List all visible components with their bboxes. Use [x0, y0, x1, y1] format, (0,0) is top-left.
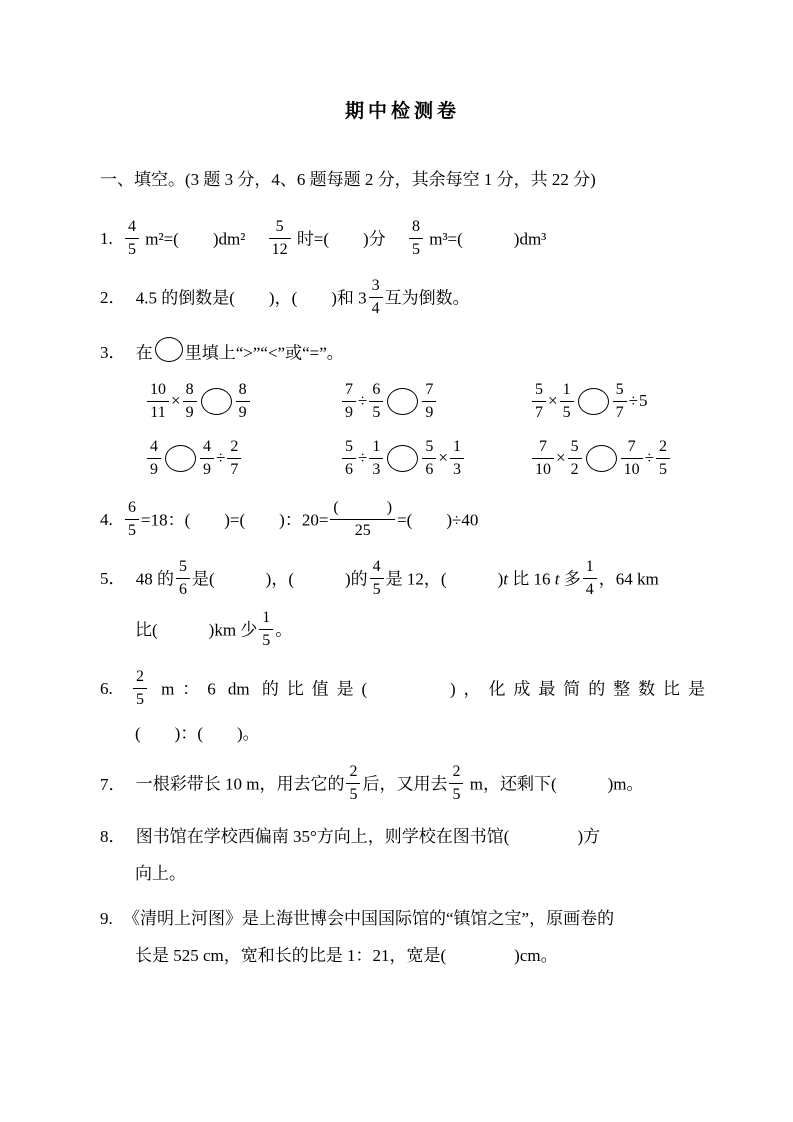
question-8-line-1: [100, 823, 705, 852]
question-text: 向上。: [135, 864, 186, 884]
fraction: [532, 439, 554, 478]
fraction: [560, 382, 574, 421]
numerator: 6: [372, 380, 381, 398]
denominator: 5: [259, 629, 273, 649]
denominator: 9: [236, 401, 250, 421]
comparison-row-1: [100, 382, 705, 425]
question-9-line-1: [100, 905, 705, 934]
denominator: 4: [583, 578, 597, 598]
numerator: 2: [658, 437, 667, 455]
denominator: 7: [532, 401, 546, 421]
question-text: 互为倒数。: [384, 287, 470, 307]
fraction: [346, 764, 360, 803]
question-text: m：6 dm 的比值是( )，化成最简的整数比是: [148, 678, 705, 698]
question-text: 4.5 的倒数是( )，( )和 3: [135, 287, 367, 307]
question-6-line-2: [100, 720, 705, 749]
numerator: 4: [203, 437, 211, 455]
fraction: [621, 439, 643, 478]
denominator: 9: [342, 401, 356, 421]
comparison-item: [340, 382, 530, 425]
numerator: 5: [425, 437, 434, 455]
fraction: [342, 439, 356, 478]
question-text: 。: [275, 619, 293, 639]
question-2: [100, 278, 705, 321]
denominator: 10: [532, 458, 554, 478]
denominator: 5: [346, 783, 360, 803]
question-text: 《清明上河图》是上海世博会中国国际馆的“镇馆之宝”，原画卷的: [123, 909, 615, 929]
denominator: 5: [449, 783, 463, 803]
numerator: 2: [349, 763, 358, 781]
question-1: [100, 219, 705, 262]
numerator: 7: [539, 437, 547, 455]
fraction: [125, 500, 139, 539]
question-6: [100, 669, 705, 749]
question-text: 图书馆在学校西偏南 35°方向上，则学校在图书馆( )方: [135, 827, 601, 847]
numerator: ( ): [333, 498, 393, 516]
denominator: 6: [342, 458, 356, 478]
operator: ÷: [216, 448, 226, 467]
operator: ×: [171, 391, 181, 410]
question-text: ，64 km: [598, 568, 659, 588]
denominator: 5: [125, 519, 139, 539]
numerator: 5: [345, 437, 353, 455]
question-9-line-2: [100, 942, 705, 971]
question-text: 比( )km 少: [135, 619, 258, 639]
question-6-line-1: [100, 669, 705, 712]
question-6-number: 6.: [100, 678, 113, 698]
denominator: 9: [422, 401, 436, 421]
numerator: 1: [562, 380, 571, 398]
question-text: 48 的: [135, 568, 174, 588]
denominator: 9: [183, 401, 197, 421]
numerator: 7: [627, 437, 636, 455]
fraction: [370, 559, 384, 598]
denominator: 10: [621, 458, 643, 478]
numerator: 10: [150, 380, 166, 398]
comparison-circle: [387, 445, 418, 472]
fraction: [200, 439, 214, 478]
question-5-number: 5．: [100, 568, 126, 588]
numerator: 5: [615, 380, 624, 398]
question-text: 多: [559, 568, 581, 588]
question-text: 时=( )分: [296, 228, 403, 248]
comparison-item: [340, 439, 530, 482]
question-5-line-1: [100, 559, 705, 602]
numerator: 8: [185, 380, 194, 398]
numerator: 2: [230, 437, 239, 455]
numerator: 7: [345, 380, 353, 398]
question-text: 后，又用去: [362, 774, 448, 794]
numerator: 2: [452, 763, 461, 781]
fraction: [450, 439, 464, 478]
denominator: 5: [370, 578, 384, 598]
question-text: 是( )，( )的: [192, 568, 368, 588]
variable-t: t: [503, 568, 508, 588]
question-text: 在: [135, 342, 153, 362]
fraction: [269, 219, 291, 258]
fraction: [409, 219, 423, 258]
denominator: 5: [133, 688, 147, 708]
denominator: 12: [269, 238, 291, 258]
denominator: 3: [369, 458, 383, 478]
question-text: 里填上“>”“<”或“=”。: [184, 342, 344, 362]
comparison-circle: [586, 445, 617, 472]
denominator: 5: [369, 401, 383, 421]
numerator: 1: [452, 437, 461, 455]
comparison-item: [145, 439, 340, 482]
operator: ÷: [358, 448, 368, 467]
fraction: [133, 669, 147, 708]
question-8: [100, 823, 705, 889]
denominator: 9: [200, 458, 214, 478]
comparison-circle: [201, 388, 232, 415]
numerator: 5: [535, 380, 543, 398]
operator: ÷: [644, 448, 654, 467]
fraction: [183, 382, 197, 421]
question-8-number: 8．: [100, 827, 126, 847]
numerator: 5: [275, 217, 284, 235]
question-5: [100, 559, 705, 653]
question-2-number: 2．: [100, 287, 126, 307]
fraction: [125, 219, 139, 258]
operator: ÷: [628, 391, 638, 410]
question-9-number: 9.: [100, 909, 113, 929]
fraction: [656, 439, 670, 478]
question-1-number: 1.: [100, 228, 113, 248]
question-3: [100, 337, 705, 372]
numerator: 1: [585, 557, 594, 575]
section-heading: 一、填空。(3 题 3 分，4、6 题每题 2 分，其余每空 1 分，共 22 分): [100, 170, 596, 189]
question-text: 一根彩带长 10 m，用去它的: [135, 774, 345, 794]
fraction: [422, 382, 436, 421]
denominator: 5: [409, 238, 423, 258]
question-text: m，还剩下( )m。: [465, 774, 644, 794]
denominator: 3: [450, 458, 464, 478]
denominator: 6: [422, 458, 436, 478]
variable-t: t: [554, 568, 560, 588]
fraction: [227, 439, 241, 478]
denominator: 9: [147, 458, 161, 478]
denominator: 2: [568, 458, 582, 478]
question-text: 比 16: [507, 568, 555, 588]
fraction: [369, 278, 383, 317]
numerator: 1: [262, 608, 271, 626]
numerator: 8: [238, 380, 247, 398]
comparison-row-2: [100, 439, 705, 482]
question-7: [100, 764, 705, 807]
fraction: [369, 439, 383, 478]
operand: 5: [638, 391, 648, 410]
fraction: [583, 559, 597, 598]
comparison-item: [145, 382, 340, 425]
comparison-circle: [578, 388, 609, 415]
denominator: 25: [330, 519, 395, 539]
question-text: 是 12，( ): [385, 568, 504, 588]
numerator: 4: [128, 217, 136, 235]
question-text: m²=( )dm²: [145, 228, 263, 248]
page-title: 期中检测卷: [344, 101, 460, 122]
denominator: 5: [656, 458, 670, 478]
fraction-blank-over-25: [330, 500, 395, 539]
numerator: 8: [411, 217, 420, 235]
numerator: 2: [135, 667, 144, 685]
comparison-item: [530, 382, 647, 425]
question-7-number: 7．: [100, 774, 126, 794]
denominator: 11: [147, 401, 169, 421]
fraction: [259, 610, 273, 649]
denominator: 7: [227, 458, 241, 478]
numerator: 3: [371, 276, 380, 294]
numerator: 4: [150, 437, 158, 455]
numerator: 5: [179, 557, 187, 575]
question-4: [100, 500, 705, 543]
denominator: 5: [560, 401, 574, 421]
fraction: [613, 382, 627, 421]
fraction: [176, 559, 190, 598]
denominator: 6: [176, 578, 190, 598]
numerator: 5: [570, 437, 579, 455]
numerator: 4: [372, 557, 381, 575]
fraction: [568, 439, 582, 478]
denominator: 4: [369, 297, 383, 317]
fraction: [342, 382, 356, 421]
denominator: 7: [613, 401, 627, 421]
operator: ×: [438, 448, 448, 467]
numerator: 7: [425, 380, 434, 398]
question-text: m³=( )dm³: [429, 228, 547, 248]
fraction: [147, 382, 169, 421]
question-3-number: 3．: [100, 342, 126, 362]
comparison-circle: [165, 445, 196, 472]
comparison-circle: [387, 388, 418, 415]
comparison-item: [530, 439, 672, 482]
question-4-number: 4.: [100, 509, 113, 529]
numerator: 1: [372, 437, 381, 455]
fraction: [532, 382, 546, 421]
fraction: [236, 382, 250, 421]
operator: ÷: [358, 391, 368, 410]
comparison-circle: [155, 337, 183, 362]
operator: ×: [556, 448, 566, 467]
question-9: [100, 905, 705, 971]
numerator: 6: [128, 498, 136, 516]
question-text: ( )：( )。: [135, 723, 260, 743]
operator: ×: [548, 391, 558, 410]
question-text: 长是 525 cm，宽和长的比是 1：21，宽是( )cm。: [135, 946, 558, 966]
fraction: [147, 439, 161, 478]
denominator: 5: [125, 238, 139, 258]
fraction: [449, 764, 463, 803]
question-8-line-2: [100, 860, 705, 889]
fraction: [369, 382, 383, 421]
fraction: [422, 439, 436, 478]
question-text: =18：( )=( )：20=: [141, 509, 329, 529]
question-text: =( )÷40: [397, 509, 479, 529]
question-5-line-2: [100, 610, 705, 653]
